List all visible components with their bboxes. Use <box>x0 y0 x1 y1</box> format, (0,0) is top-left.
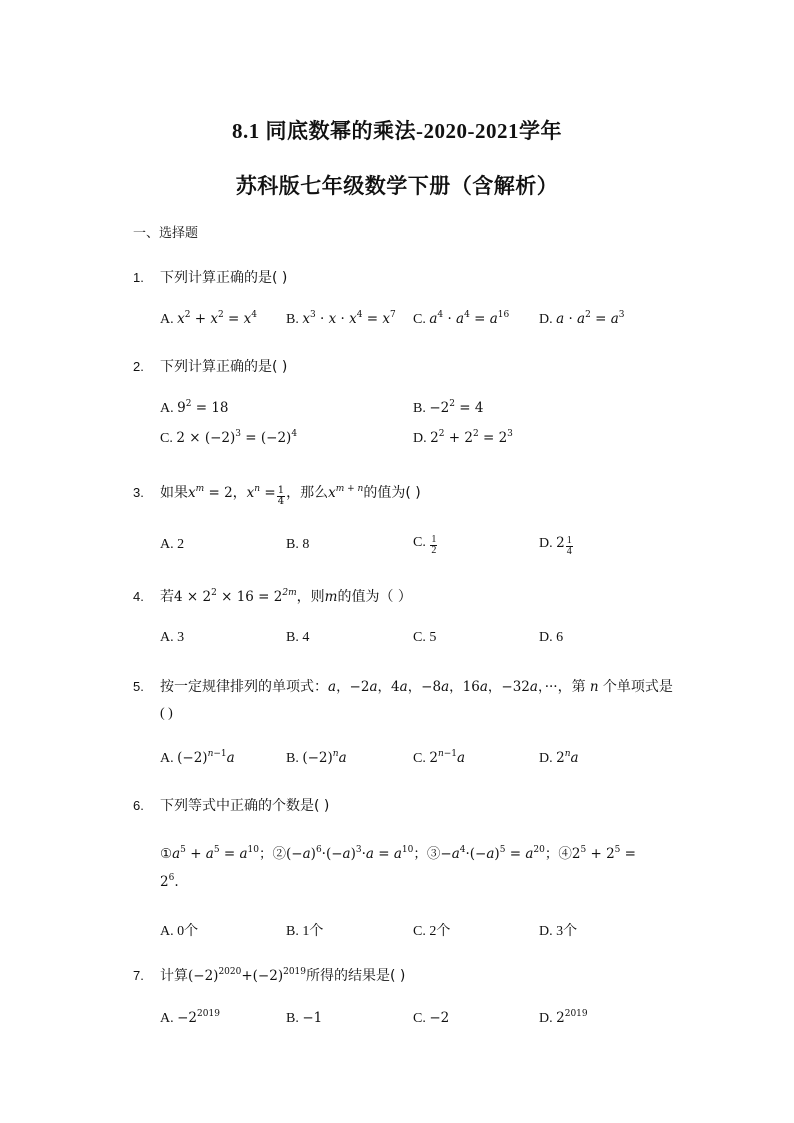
q7-option-c[interactable]: C. −2 <box>413 1010 450 1026</box>
q5-option-c[interactable]: C. $2^{n-1}a$ <box>413 749 466 766</box>
q5-option-b[interactable]: B. $(-2)^na$ <box>286 749 347 766</box>
question-number: 1. <box>133 270 144 285</box>
question-stem: 下列计算正确的是( ) <box>160 270 288 286</box>
question-6 <box>133 795 329 815</box>
question-number: 3. <box>133 485 144 500</box>
question-5-line2: ( ) <box>160 706 173 721</box>
q6-option-b[interactable]: B. 1个 <box>286 924 324 939</box>
question-4: 4. 若$4 \times 2^2 \times 16 = 2^{2m}$，则m的值为（ ） <box>133 588 412 605</box>
q1-option-d[interactable]: D. $a \cdot a^2 = a^3$ <box>539 310 625 327</box>
q6-option-d[interactable]: D. 3个 <box>539 924 578 939</box>
q7-option-a[interactable]: A. $-2^{2019}$ <box>160 1009 220 1026</box>
q7-option-d[interactable]: D. $2^{2019}$ <box>539 1009 588 1026</box>
question-6-statements: $①a^5 + a^5 = a^{10}$；$②(-a)^6\cdot(-a)^3\cdot a = a^{10}$；$③-a^4\cdot(-a)^5 = a^{20}$；$④2^5 + 2^5$ = <box>160 845 636 862</box>
q5-option-d[interactable]: D. 2$^n$a <box>539 749 579 766</box>
q6-option-a[interactable]: A. 0个 <box>160 924 199 939</box>
q2-option-d[interactable]: D. $2^2 + 2^2 = 2^3$ <box>413 429 513 446</box>
q4-option-d[interactable]: D. 6 <box>539 630 564 645</box>
q1-option-b[interactable]: B. $x^3 \cdot x \cdot x^4 = x^7$ <box>286 310 396 327</box>
q2-option-b[interactable]: B. $-2^2 = 4$ <box>413 399 484 416</box>
q4-option-a[interactable]: A. 3 <box>160 630 185 645</box>
q1-option-a[interactable]: A. $x^2 + x^2 = x^4$ <box>160 310 257 327</box>
question-number: 4. <box>133 589 144 604</box>
q1-option-c[interactable]: C. $a^4 \cdot a^4 = a^{16}$ <box>413 310 510 327</box>
question-3: 3. 如果$x^m = 2$，$x^n$ = $\frac{1}{4}$ ，那么$x^{m + n}$的值为( ) <box>133 484 421 507</box>
question-2 <box>133 356 287 376</box>
q7-option-b[interactable]: B. −1 <box>286 1010 323 1026</box>
q2-option-c[interactable]: C. $2 \times (-2)^3 = (-2)^4$ <box>160 429 298 446</box>
q5-option-a[interactable]: A. $(-2)^{n-1}a$ <box>160 749 235 766</box>
question-5: 5. 按一定规律排列的单项式：a，−2a，4a，−8a，16a，−32a，···，第 n 个单项式是 <box>133 679 673 695</box>
question-7: 7. 计算$(-2)^{2020}+(-2)^{2019}$所得的结果是( ) <box>133 967 406 984</box>
document-title-line1: 8.1 同底数幂的乘法-2020-2021学年 <box>232 119 562 143</box>
q3-option-d[interactable]: D. 2 $\frac{1}{4}$ <box>539 535 572 557</box>
section-heading: 一、选择题 <box>133 226 199 241</box>
question-number: 2. <box>133 359 144 374</box>
q4-option-c[interactable]: C. 5 <box>413 630 437 645</box>
question-stem: 下列计算正确的是( ) <box>160 359 288 375</box>
question-number: 5. <box>133 679 144 694</box>
question-stem: 下列等式中正确的个数是( ) <box>160 798 330 814</box>
q3-option-c[interactable]: C. $\frac{1}{2}$ <box>413 534 437 556</box>
question-1 <box>133 267 287 287</box>
q3-option-a[interactable]: A. 2 <box>160 537 185 552</box>
q6-option-c[interactable]: C. 2个 <box>413 924 451 939</box>
q3-option-b[interactable]: B. 8 <box>286 537 310 552</box>
document-title-line2: 苏科版七年级数学下册（含解析） <box>235 174 559 198</box>
q4-option-b[interactable]: B. 4 <box>286 630 310 645</box>
q2-option-a[interactable]: A. $9^2 = 18$ <box>160 399 229 416</box>
question-6-statements-line2: $2^6$. <box>160 873 179 890</box>
question-number: 6. <box>133 798 144 813</box>
question-number: 7. <box>133 968 144 983</box>
